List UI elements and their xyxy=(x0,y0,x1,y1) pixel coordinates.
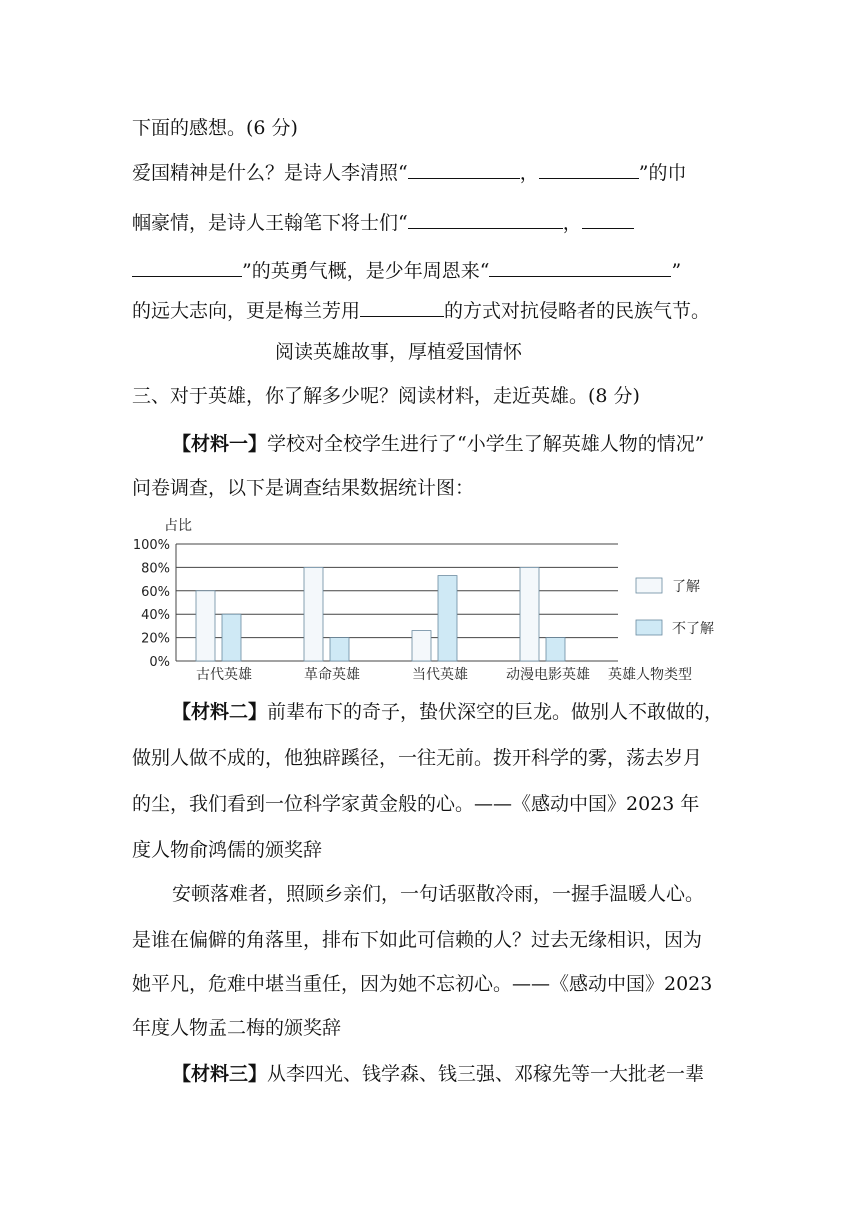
text-line: 的远大志向，更是梅兰芳用 的方式对抗侵略者的民族气节。 xyxy=(132,300,711,322)
x-tick-label: 动漫电影英雄 xyxy=(506,667,590,683)
x-axis-label: 英雄人物类型 xyxy=(608,667,692,683)
y-tick-label: 0% xyxy=(149,655,170,670)
bar xyxy=(546,638,565,661)
material-label: 【材料二】 xyxy=(172,701,268,723)
text-line: 【材料一】学校对全校学生进行了“小学生了解英雄人物的情况” xyxy=(172,433,705,455)
text-line: 是谁在偏僻的角落里，排布下如此可信赖的人？过去无缘相识，因为 xyxy=(132,929,703,951)
bar xyxy=(196,591,215,661)
answer-blank[interactable] xyxy=(489,258,671,277)
answer-blank[interactable] xyxy=(360,298,444,317)
answer-blank[interactable] xyxy=(132,258,242,277)
bar xyxy=(520,567,539,661)
text-line: 问卷调查，以下是调查结果数据统计图： xyxy=(132,477,475,499)
answer-blank[interactable] xyxy=(582,210,634,229)
y-axis-label: 占比 xyxy=(164,518,192,534)
bar xyxy=(438,576,457,661)
legend-swatch xyxy=(636,578,662,593)
answer-blank[interactable] xyxy=(539,160,639,179)
y-tick-label: 60% xyxy=(141,584,170,600)
y-tick-label: 20% xyxy=(141,631,170,647)
text-line: 做别人做不成的，他独辟蹊径，一往无前。拨开科学的雾，荡去岁月 xyxy=(132,747,703,769)
text-line: 的尘，我们看到一位科学家黄金般的心。——《感动中国》2023 年 xyxy=(132,793,700,815)
text-line: 【材料二】前辈布下的奇子，蛰伏深空的巨龙。做别人不敢做的， xyxy=(172,701,724,723)
material-label: 【材料一】 xyxy=(172,433,268,455)
text-line: 年度人物孟二梅的颁奖辞 xyxy=(132,1017,342,1039)
bar xyxy=(412,631,431,661)
legend-label: 了解 xyxy=(672,579,700,595)
y-tick-label: 100% xyxy=(132,538,170,553)
x-tick-label: 革命英雄 xyxy=(304,667,360,683)
text-line: 她平凡，危难中堪当重任，因为她不忘初心。——《感动中国》2023 xyxy=(132,973,713,995)
bar xyxy=(330,638,349,661)
question-3: 三、对于英雄，你了解多少呢？阅读材料，走近英雄。(8 分) xyxy=(132,385,640,407)
text-line: 帼豪情，是诗人王翰笔下将士们“ ， xyxy=(132,210,634,235)
y-tick-label: 40% xyxy=(141,608,170,624)
legend-label: 不了解 xyxy=(672,621,714,637)
text-line: 安顿落难者，照顾乡亲们，一句话驱散冷雨，一握手温暖人心。 xyxy=(172,883,705,905)
x-tick-label: 当代英雄 xyxy=(412,667,468,683)
material-label: 【材料三】 xyxy=(172,1063,268,1085)
bar xyxy=(222,614,241,661)
answer-blank[interactable] xyxy=(408,160,520,179)
text-line: 下面的感想。(6 分) xyxy=(132,117,298,139)
text-line: 爱国精神是什么？是诗人李清照“ ， ”的巾 xyxy=(132,162,687,184)
text-line: 度人物俞鸿儒的颁奖辞 xyxy=(132,839,323,861)
text-line: 【材料三】从李四光、钱学森、钱三强、邓稼先等一大批老一辈 xyxy=(172,1063,705,1085)
text-line: ”的英勇气概，是少年周恩来“ ” xyxy=(132,258,681,283)
y-tick-label: 80% xyxy=(141,561,170,577)
section-title: 阅读英雄故事，厚植爱国情怀 xyxy=(275,341,523,363)
x-tick-label: 古代英雄 xyxy=(196,667,252,683)
bar-chart xyxy=(120,512,730,692)
legend-swatch xyxy=(636,620,662,635)
answer-blank[interactable] xyxy=(408,210,563,229)
bar xyxy=(304,567,323,661)
